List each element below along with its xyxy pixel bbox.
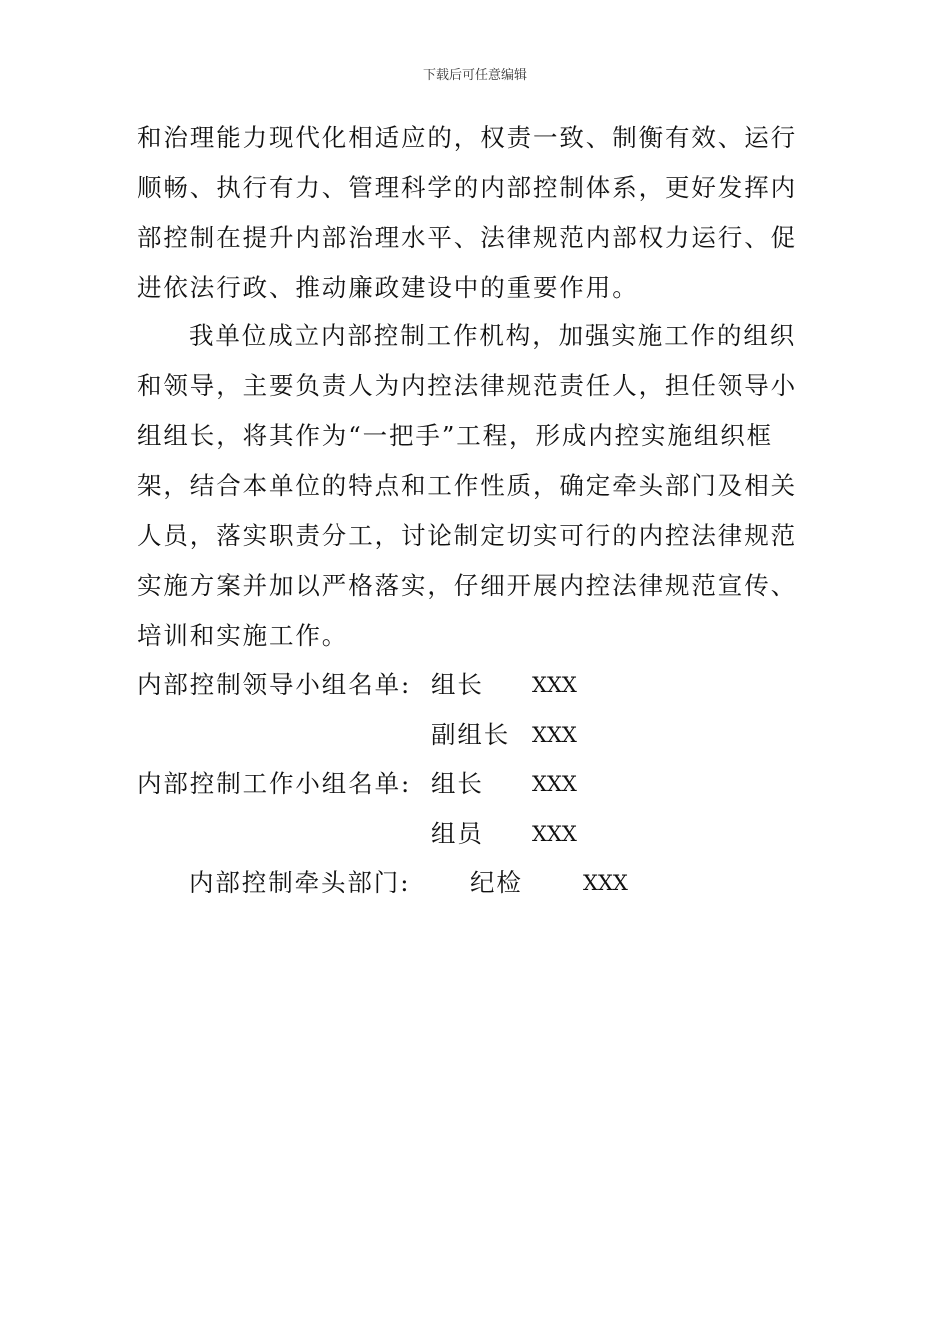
page-header: 下载后可任意编辑	[422, 68, 527, 83]
leading-group-leader-role: 组长	[431, 670, 484, 699]
leading-group-deputy-name: XXX	[532, 723, 577, 747]
working-group-member-name: XXX	[532, 822, 577, 846]
paragraph-continuation: 和治理能力现代化相适应的，权责一致、制衡有效、运行顺畅、执行有力、管理科学的内部控制体系，更好发挥内部控制在提升内部治理水平、法律规范内部权力运行、促进依法行政、推动廉政建设中的重要作用。	[137, 123, 797, 302]
lead-department-label: 内部控制牵头部门:	[189, 868, 411, 897]
working-group-member-role: 组员	[431, 819, 484, 848]
paragraph-organization: 我单位成立内部控制工作机构，加强实施工作的组织和领导，主要负责人为内控法律规范责任人，担任领导小组组长，将其作为“一把手”工程，形成内控实施组织框架，结合本单位的特点和工作性质，确定牵头部门及相关人员，落实职责分工，讨论制定切实可行的内控法律规范实施方案并加以严格落实，仔细开展内控法律规范宣传、培训和实施工作。	[137, 321, 797, 650]
leading-group-label: 内部控制领导小组名单:	[137, 670, 412, 699]
working-group-label: 内部控制工作小组名单:	[137, 769, 412, 798]
working-group-leader-name: XXX	[532, 772, 577, 796]
lead-department-name: XXX	[583, 871, 628, 895]
leading-group-leader-name: XXX	[532, 673, 577, 697]
lead-department-role: 纪检	[470, 868, 523, 897]
leading-group-deputy-role: 副组长	[431, 720, 511, 749]
working-group-leader-role: 组长	[431, 769, 484, 798]
